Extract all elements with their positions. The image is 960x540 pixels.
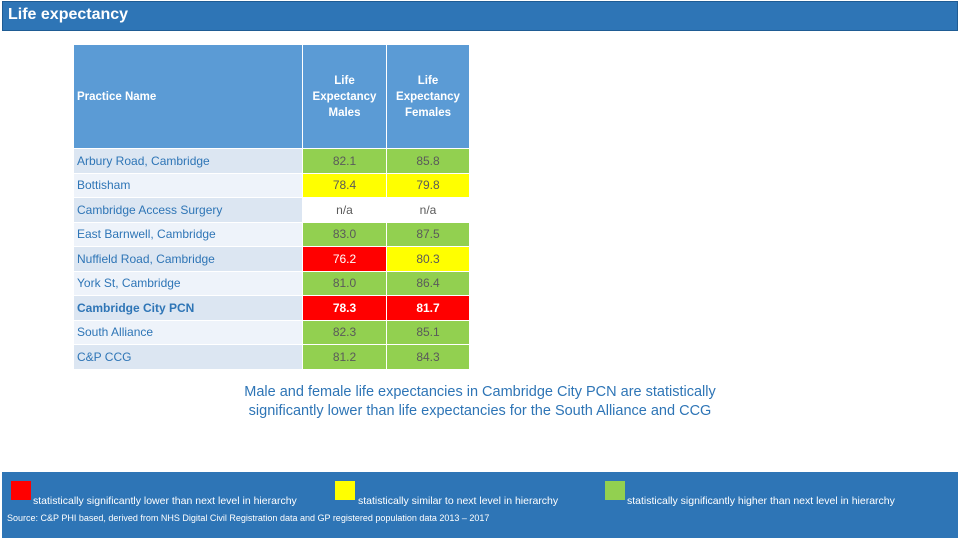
practice-name-cell: Bottisham xyxy=(74,173,303,198)
header-females-line: Expectancy xyxy=(396,90,460,103)
legend-swatch-green xyxy=(605,481,625,500)
table-row xyxy=(74,320,470,345)
legend-swatch-yellow xyxy=(335,481,355,500)
females-life-expectancy-cell: 85.8 xyxy=(387,149,470,174)
table-row xyxy=(74,149,470,174)
caption-line-1: Male and female life expectancies in Cambridge City PCN are statistically xyxy=(244,384,716,400)
practice-name-cell: East Barnwell, Cambridge xyxy=(74,222,303,247)
header-females-line: Life xyxy=(417,74,439,87)
females-life-expectancy-cell: 80.3 xyxy=(387,247,470,272)
header-males-line: Males xyxy=(328,106,361,119)
title-bar xyxy=(2,1,958,31)
legend-swatch-red xyxy=(11,481,31,500)
practice-name-cell: Cambridge City PCN xyxy=(74,296,303,321)
table-row xyxy=(74,198,470,223)
life-expectancy-table xyxy=(73,44,470,370)
header-females-line: Females xyxy=(404,106,452,119)
practice-name-cell: Arbury Road, Cambridge xyxy=(74,149,303,174)
source-note: Source: C&P PHI based, derived from NHS Digital Civil Registration data and GP registered population data 2013 – 2017 xyxy=(7,513,490,523)
header-females xyxy=(387,45,470,149)
females-life-expectancy-cell: 79.8 xyxy=(387,173,470,198)
practice-name-cell: C&P CCG xyxy=(74,345,303,370)
table-row xyxy=(74,296,470,321)
footer-legend xyxy=(2,472,958,538)
table-row xyxy=(74,271,470,296)
caption xyxy=(200,383,760,421)
table-row xyxy=(74,345,470,370)
females-life-expectancy-cell: 87.5 xyxy=(387,222,470,247)
practice-name-cell: Nuffield Road, Cambridge xyxy=(74,247,303,272)
legend-label: statistically significantly lower than next level in hierarchy xyxy=(33,495,297,507)
males-life-expectancy-cell: 82.1 xyxy=(303,149,387,174)
table-header-row xyxy=(74,45,470,149)
table-row xyxy=(74,173,470,198)
legend-label: statistically significantly higher than next level in hierarchy xyxy=(627,495,895,507)
header-males-line: Life xyxy=(334,74,355,87)
table-row xyxy=(74,247,470,272)
males-life-expectancy-cell: 78.4 xyxy=(303,173,387,198)
header-males xyxy=(303,45,387,149)
females-life-expectancy-cell: 86.4 xyxy=(387,271,470,296)
males-life-expectancy-cell: 83.0 xyxy=(303,222,387,247)
header-practice-name: Practice Name xyxy=(74,45,303,149)
females-life-expectancy-cell: 85.1 xyxy=(387,320,470,345)
page-title: Life expectancy xyxy=(8,6,129,23)
males-life-expectancy-cell: 82.3 xyxy=(303,320,387,345)
males-life-expectancy-cell: 78.3 xyxy=(303,296,387,321)
header-males-line: Expectancy xyxy=(312,90,377,103)
practice-name-cell: Cambridge Access Surgery xyxy=(74,198,303,223)
females-life-expectancy-cell: n/a xyxy=(387,198,470,223)
males-life-expectancy-cell: n/a xyxy=(303,198,387,223)
legend-label: statistically similar to next level in hierarchy xyxy=(358,495,559,507)
practice-name-cell: York St, Cambridge xyxy=(74,271,303,296)
caption-line-2: significantly lower than life expectancies for the South Alliance and CCG xyxy=(248,403,712,419)
males-life-expectancy-cell: 81.2 xyxy=(303,345,387,370)
table-row xyxy=(74,222,470,247)
females-life-expectancy-cell: 84.3 xyxy=(387,345,470,370)
males-life-expectancy-cell: 76.2 xyxy=(303,247,387,272)
males-life-expectancy-cell: 81.0 xyxy=(303,271,387,296)
practice-name-cell: South Alliance xyxy=(74,320,303,345)
females-life-expectancy-cell: 81.7 xyxy=(387,296,470,321)
